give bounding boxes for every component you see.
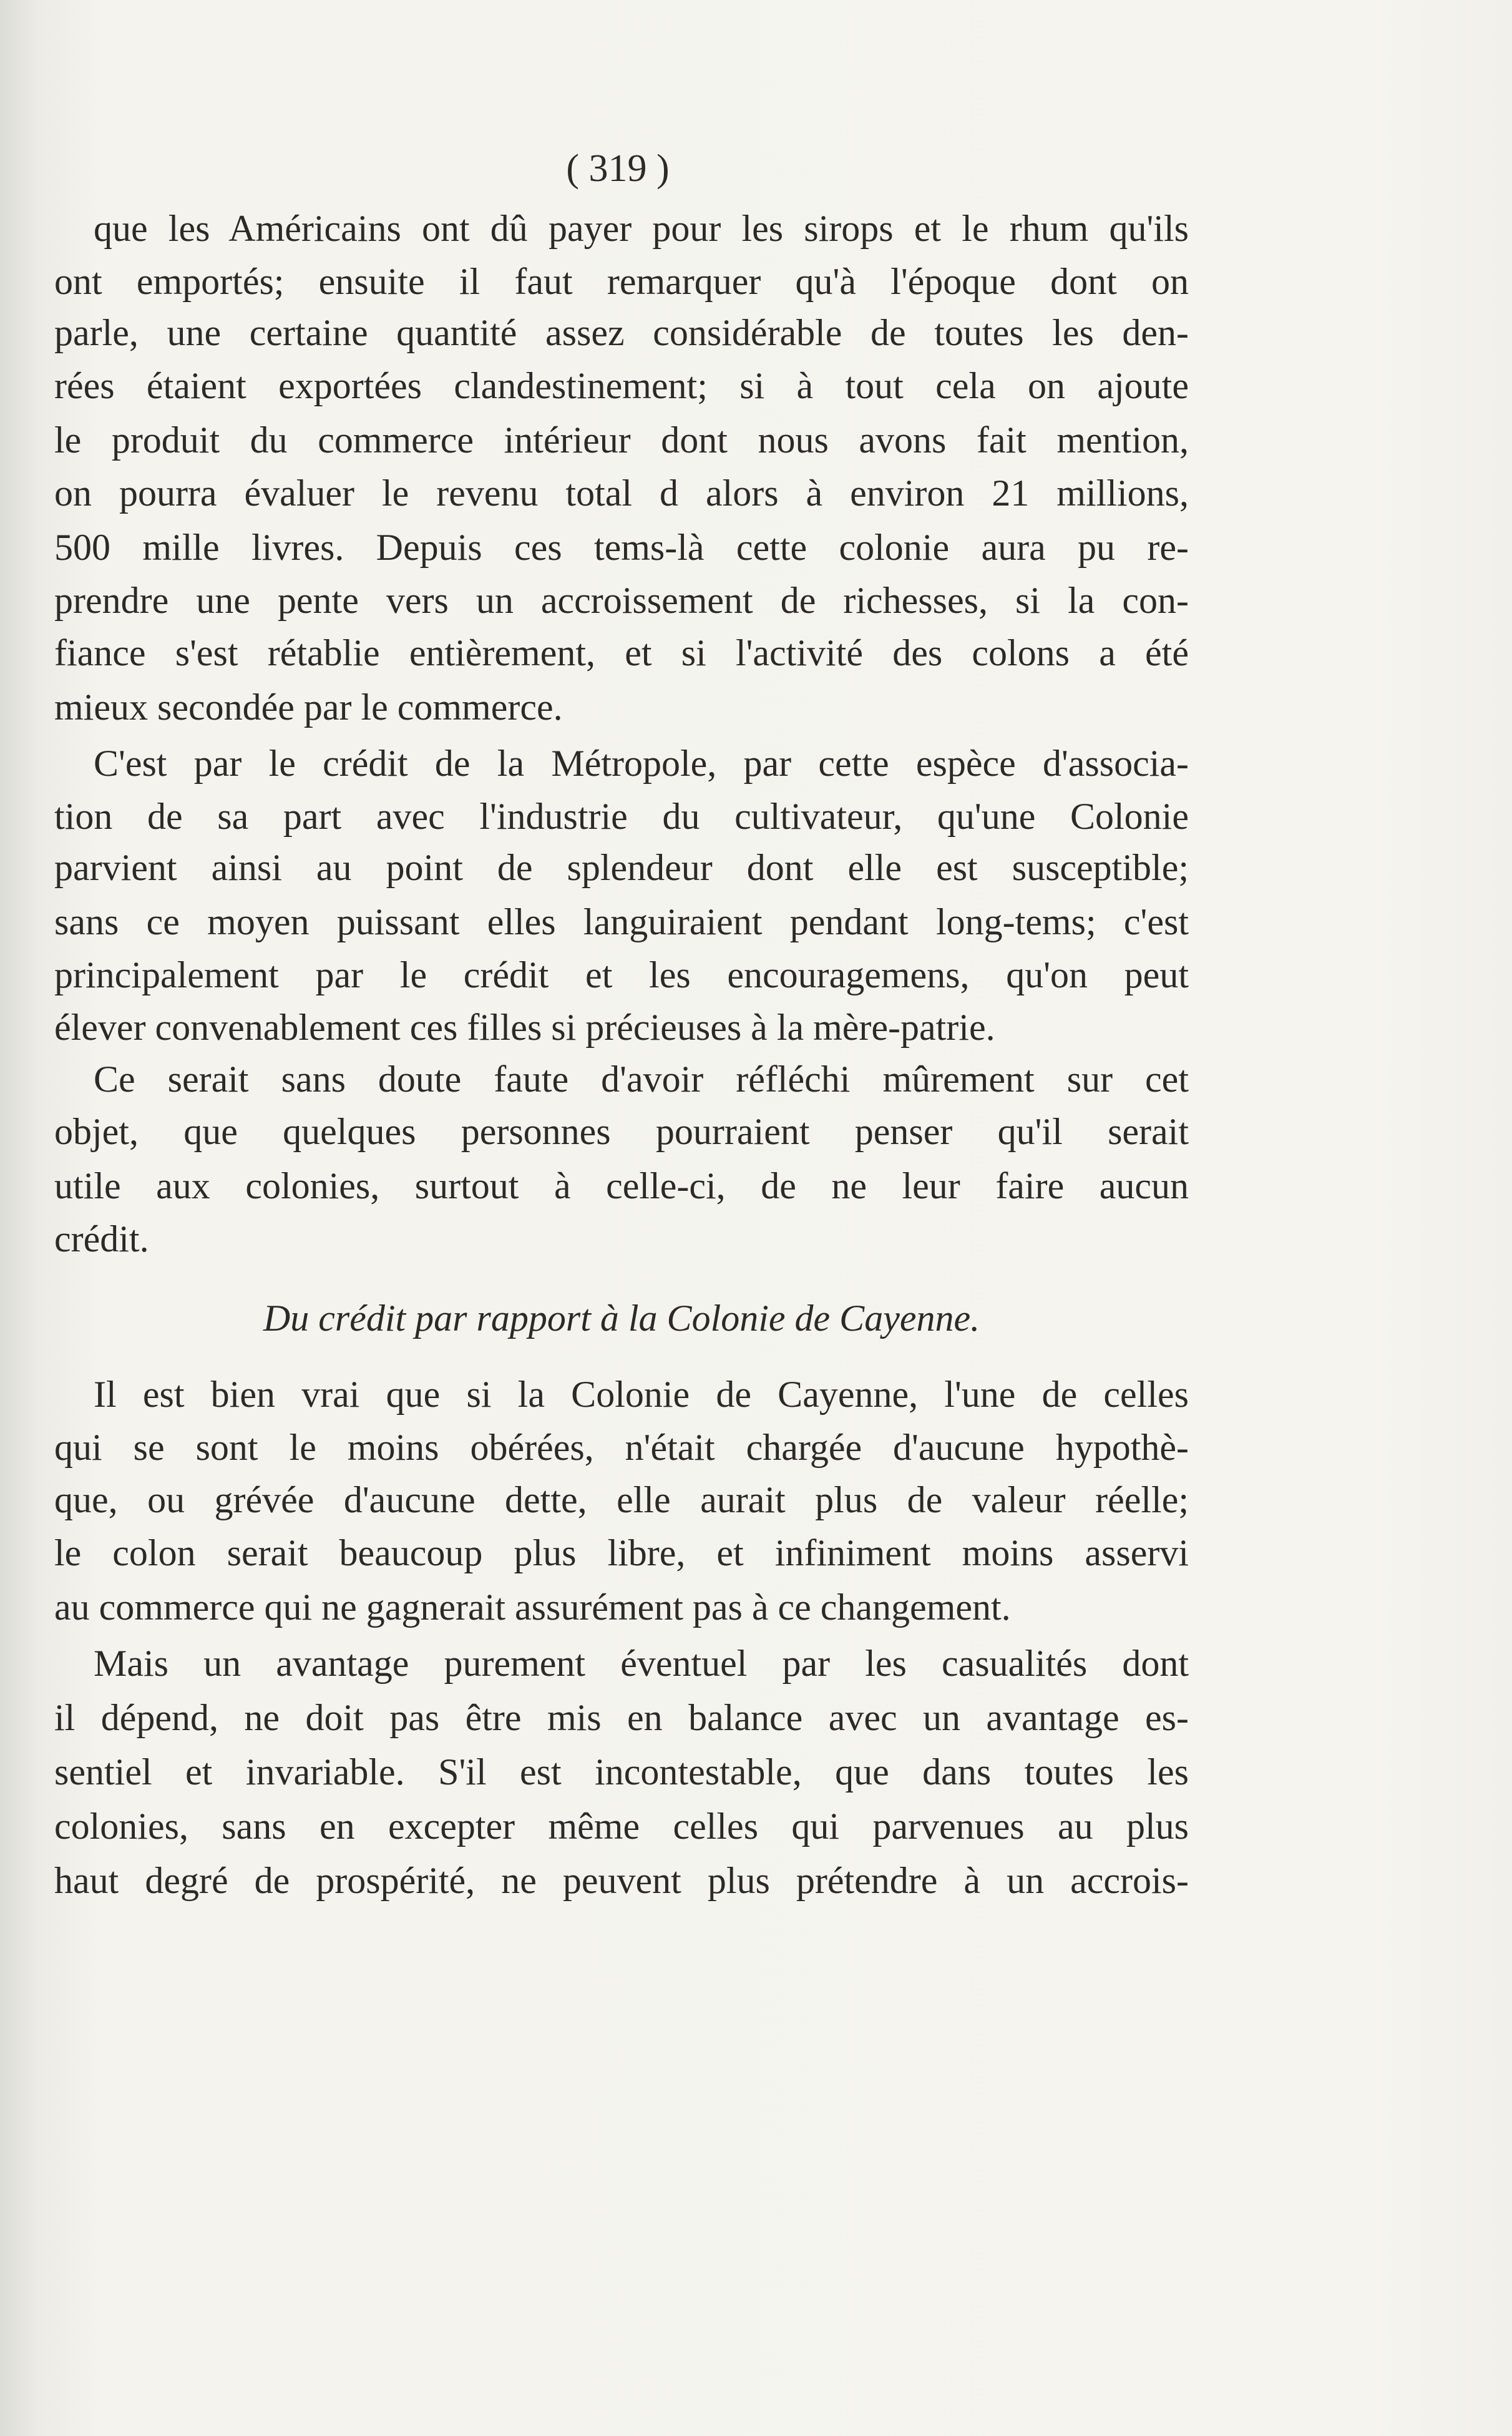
text-line: que les Américains ont dû payer pour les sirops et le rhum qu'ils [94, 208, 1189, 249]
text-line: sentiel et invariable. S'il est incontestable, que dans toutes les [54, 1751, 1189, 1793]
text-line: mieux secondée par le commerce. [54, 687, 563, 728]
section-heading: Du crédit par rapport à la Colonie de Cayenne. [263, 1298, 980, 1339]
text-line: fiance s'est rétablie entièrement, et si l'activité des colons a été [54, 632, 1189, 673]
text-line: crédit. [54, 1218, 149, 1260]
text-line: tion de sa part avec l'industrie du cultivateur, qu'une Colonie [54, 796, 1189, 837]
text-line: C'est par le crédit de la Métropole, par cette espèce d'associa- [94, 743, 1189, 784]
text-line: élever convenablement ces filles si précieuses à la mère-patrie. [54, 1007, 995, 1048]
text-line: il dépend, ne doit pas être mis en balance avec un avantage es- [54, 1697, 1189, 1738]
text-line: 500 mille livres. Depuis ces tems-là cette colonie aura pu re- [54, 527, 1189, 568]
text-line: colonies, sans en excepter même celles qui parvenues au plus [54, 1806, 1189, 1847]
text-line: au commerce qui ne gagnerait assurément pas à ce changement. [54, 1587, 1011, 1628]
text-line: objet, que quelques personnes pourraient penser qu'il serait [54, 1111, 1189, 1152]
text-line: rées étaient exportées clandestinement; si à tout cela on ajoute [54, 365, 1189, 406]
text-line: utile aux colonies, surtout à celle-ci, de ne leur faire aucun [54, 1165, 1189, 1206]
text-line: le colon serait beaucoup plus libre, et infiniment moins asservi [54, 1532, 1189, 1573]
page-number: ( 319 ) [566, 147, 670, 190]
text-line: ont emportés; ensuite il faut remarquer qu'à l'époque dont on [54, 261, 1189, 302]
text-line: on pourra évaluer le revenu total d alors à environ 21 millions, [54, 472, 1189, 514]
text-line: Il est bien vrai que si la Colonie de Cayenne, l'une de celles [94, 1374, 1189, 1415]
text-line: prendre une pente vers un accroissement de richesses, si la con- [54, 580, 1189, 621]
text-line: le produit du commerce intérieur dont nous avons fait mention, [54, 419, 1189, 461]
text-line: haut degré de prospérité, ne peuvent plus prétendre à un accrois- [54, 1860, 1189, 1901]
text-line: parvient ainsi au point de splendeur dont elle est susceptible; [54, 847, 1189, 888]
text-line: parle, une certaine quantité assez considérable de toutes les den- [54, 312, 1189, 353]
text-line: Mais un avantage purement éventuel par les casualités dont [94, 1643, 1189, 1684]
text-line: Ce serait sans doute faute d'avoir réfléchi mûrement sur cet [94, 1059, 1189, 1100]
text-line: que, ou grévée d'aucune dette, elle aurait plus de valeur réelle; [54, 1479, 1189, 1520]
text-line: qui se sont le moins obérées, n'était chargée d'aucune hypothè- [54, 1427, 1189, 1468]
text-line: principalement par le crédit et les encouragemens, qu'on peut [54, 954, 1189, 995]
text-line: sans ce moyen puissant elles languiraient pendant long-tems; c'est [54, 901, 1189, 942]
